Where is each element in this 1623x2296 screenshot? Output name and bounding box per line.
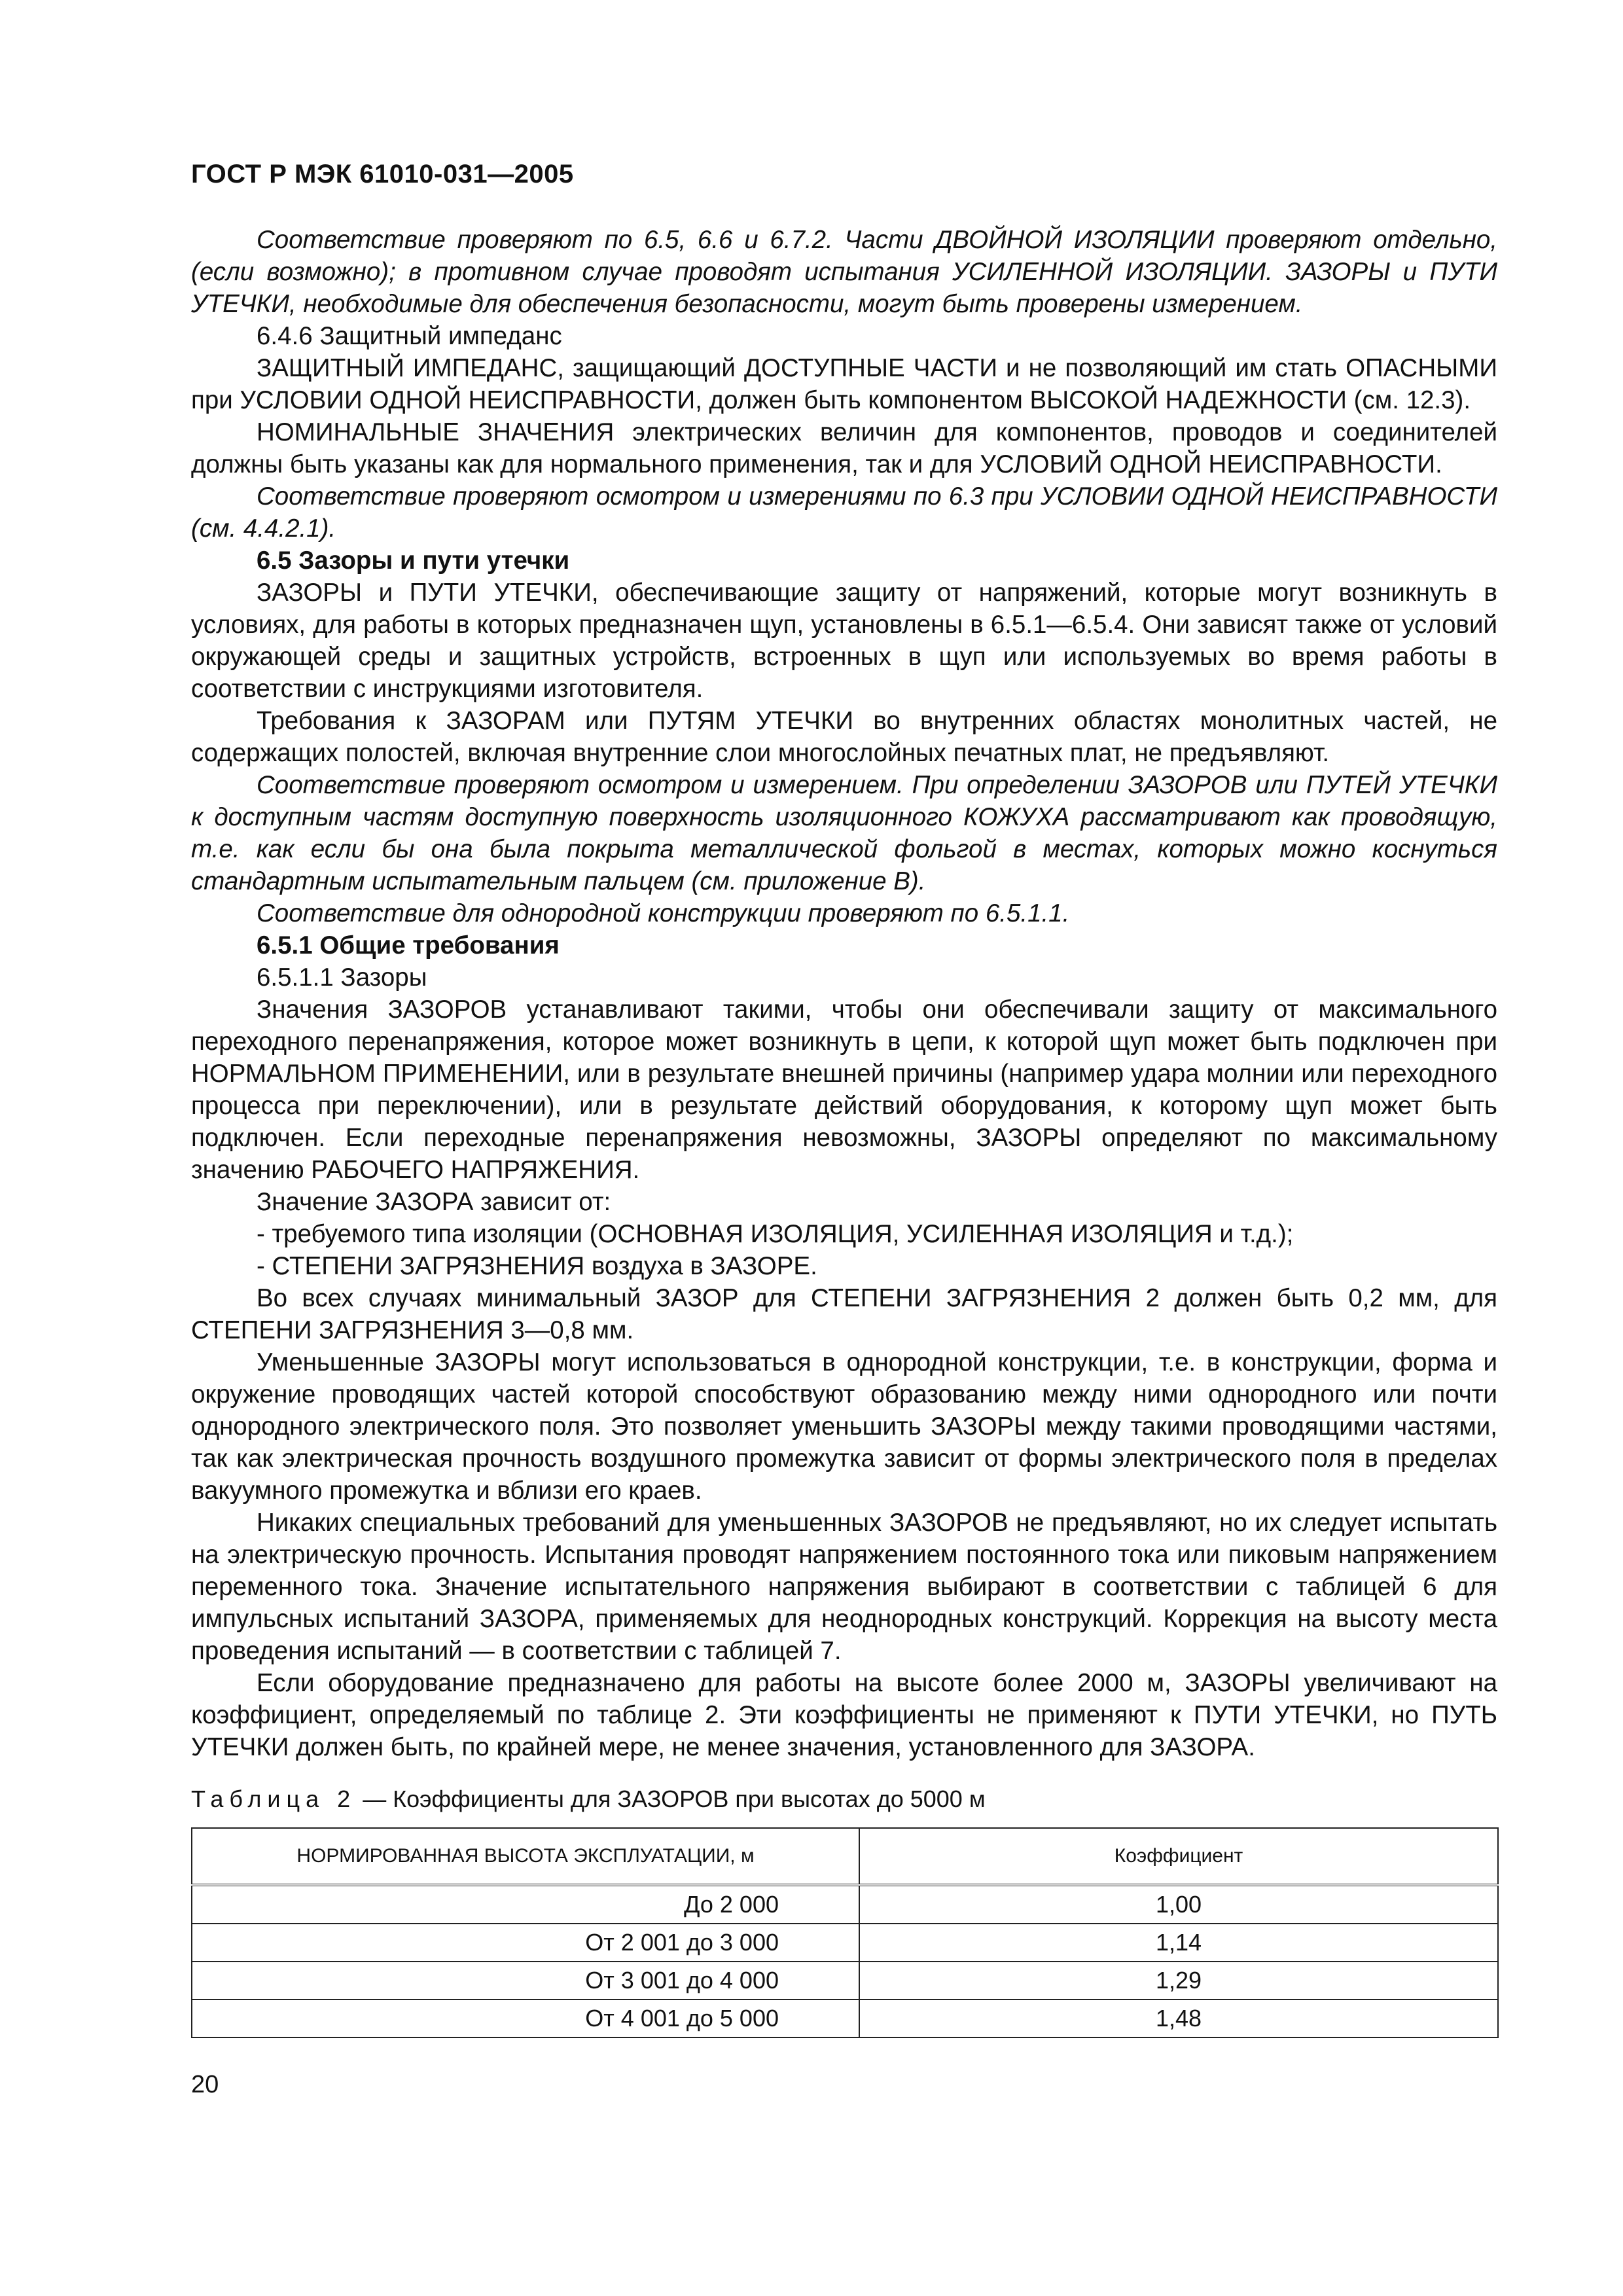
table-row	[192, 1962, 1498, 2000]
paragraph: Уменьшенные ЗАЗОРЫ могут использоваться в однородной конструкции, т.е. в конструкции, форма и окружение проводящих частей которой способствуют образованию между ними однородного или почти однородного электрического поля. Это позволяет уменьшить ЗАЗОРЫ между такими проводящими частями, так как электрическая прочность воздушного промежутка зависит от формы электрического поля в пределах вакуумного промежутка и вблизи его краев.	[191, 1348, 1497, 1505]
list-item: - требуемого типа изоляции (ОСНОВНАЯ ИЗОЛЯЦИЯ, УСИЛЕННАЯ ИЗОЛЯЦИЯ и т.д.);	[257, 1220, 1294, 1248]
paragraph: ЗАЩИТНЫЙ ИМПЕДАНС, защищающий ДОСТУПНЫЕ ЧАСТИ и не позволяющий им стать ОПАСНЫМИ при УСЛОВИИ ОДНОЙ НЕИСПРАВНОСТИ, должен быть компонентом ВЫСОКОЙ НАДЕЖНОСТИ (см. 12.3).	[191, 354, 1497, 414]
page-number: 20	[191, 2071, 219, 2098]
section-heading: 6.5.1 Общие требования	[257, 931, 560, 960]
coefficient-cell: 1,00	[859, 1885, 1498, 1924]
paragraph: 6.4.6 Защитный импеданс	[257, 322, 562, 350]
table-row	[192, 1924, 1498, 1962]
page-header: ГОСТ Р МЭК 61010-031—2005	[191, 160, 574, 188]
table-caption-text: — Коэффициенты для ЗАЗОРОВ при высотах до 5000 м	[356, 1785, 986, 1812]
paragraph: Соответствие проверяют осмотром и измерениями по 6.3 при УСЛОВИИ ОДНОЙ НЕИСПРАВНОСТИ (см. 4.4.2.1).	[191, 482, 1497, 543]
paragraph: 6.5.1.1 Зазоры	[257, 963, 427, 992]
paragraph: Значение ЗАЗОРА зависит от:	[257, 1188, 611, 1216]
column-header-coefficient: Коэффициент	[859, 1828, 1498, 1885]
paragraph: Соответствие проверяют осмотром и измерением. При определении ЗАЗОРОВ или ПУТЕЙ УТЕЧКИ к доступным частям доступную поверхность изоляционного КОЖУХА рассматривают как проводящую, т.е. как если бы она была покрыта металлической фольгой в местах, которых можно коснуться стандартным испытательным пальцем (см. приложение В).	[191, 771, 1497, 895]
coefficient-cell: 1,48	[859, 2000, 1498, 2037]
table-row	[192, 2000, 1498, 2037]
paragraph: Требования к ЗАЗОРАМ или ПУТЯМ УТЕЧКИ во внутренних областях монолитных частей, не содержащих полостей, включая внутренние слои многослойных печатных плат, не предъявляют.	[191, 707, 1497, 767]
paragraph: Соответствие для однородной конструкции проверяют по 6.5.1.1.	[257, 899, 1070, 927]
table-caption	[191, 1784, 986, 1814]
paragraph: Значения ЗАЗОРОВ устанавливают такими, чтобы они обеспечивали защиту от максимального переходного перенапряжения, которое может возникнуть в цепи, к которой щуп может быть подключен при НОРМАЛЬНОМ ПРИМЕНЕНИИ, или в результате внешней причины (например удара молнии или переходного процесса при переключении), или в результате действий оборудования, к которому щуп может быть подключен. Если переходные перенапряжения невозможны, ЗАЗОРЫ определяют по максимальному значению РАБОЧЕГО НАПРЯЖЕНИЯ.	[191, 996, 1497, 1184]
table-caption-label: Таблица 2	[191, 1785, 357, 1812]
altitude-cell: От 2 001 до 3 000	[192, 1924, 859, 1962]
coefficient-cell: 1,14	[859, 1924, 1498, 1962]
altitude-cell: От 4 001 до 5 000	[192, 2000, 859, 2037]
coefficients-table	[191, 1827, 1499, 2038]
table-row	[192, 1885, 1498, 1924]
paragraph: Во всех случаях минимальный ЗАЗОР для СТЕПЕНИ ЗАГРЯЗНЕНИЯ 2 должен быть 0,2 мм, для СТЕПЕНИ ЗАГРЯЗНЕНИЯ 3—0,8 мм.	[191, 1284, 1497, 1344]
altitude-cell: До 2 000	[192, 1885, 859, 1924]
paragraph: НОМИНАЛЬНЫЕ ЗНАЧЕНИЯ электрических величин для компонентов, проводов и соединителей должны быть указаны как для нормального применения, так и для УСЛОВИЙ ОДНОЙ НЕИСПРАВНОСТИ.	[191, 418, 1497, 478]
column-header-altitude: НОРМИРОВАННАЯ ВЫСОТА ЭКСПЛУАТАЦИИ, м	[192, 1828, 859, 1885]
body-text	[191, 224, 1497, 1763]
table-header-row	[192, 1828, 1498, 1885]
paragraph: Если оборудование предназначено для работы на высоте более 2000 м, ЗАЗОРЫ увеличивают на коэффициент, определяемый по таблице 2. Эти коэффициенты не применяют к ПУТИ УТЕЧКИ, но ПУТЬ УТЕЧКИ должен быть, по крайней мере, не менее значения, установленного для ЗАЗОРА.	[191, 1669, 1497, 1761]
paragraph: Соответствие проверяют по 6.5, 6.6 и 6.7.2. Части ДВОЙНОЙ ИЗОЛЯЦИИ проверяют отдельно, (если возможно); в противном случае проводят испытания УСИЛЕННОЙ ИЗОЛЯЦИИ. ЗАЗОРЫ и ПУТИ УТЕЧКИ, необходимые для обеспечения безопасности, могут быть проверены измерением.	[191, 226, 1497, 318]
altitude-cell: От 3 001 до 4 000	[192, 1962, 859, 2000]
paragraph: ЗАЗОРЫ и ПУТИ УТЕЧКИ, обеспечивающие защиту от напряжений, которые могут возникнуть в условиях, для работы в которых предназначен щуп, установлены в 6.5.1—6.5.4. Они зависят также от условий окружающей среды и защитных устройств, встроенных в щуп или используемых во время работы в соответствии с инструкциями изготовителя.	[191, 579, 1497, 703]
paragraph: Никаких специальных требований для уменьшенных ЗАЗОРОВ не предъявляют, но их следует испытать на электрическую прочность. Испытания проводят напряжением постоянного тока или пиковым напряжением переменного тока. Значение испытательного напряжения выбирают в соответствии с таблицей 6 для импульсных испытаний ЗАЗОРА, применяемых для неоднородных конструкций. Коррекция на высоту места проведения испытаний — в соответствии с таблицей 7.	[191, 1509, 1497, 1665]
list-item: - СТЕПЕНИ ЗАГРЯЗНЕНИЯ воздуха в ЗАЗОРЕ.	[257, 1252, 817, 1280]
section-heading: 6.5 Зазоры и пути утечки	[257, 547, 570, 575]
coefficient-cell: 1,29	[859, 1962, 1498, 2000]
